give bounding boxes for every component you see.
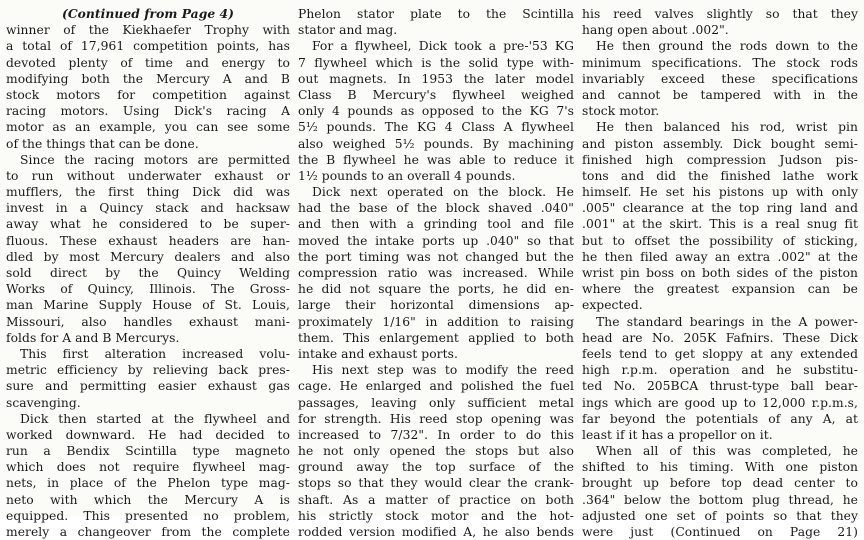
column3-line: where the greatest expansion can be	[582, 282, 858, 297]
column1-line: metric efficiency by relieving back pres-	[6, 363, 290, 378]
column1-line: motor as an example, you can see some	[6, 120, 290, 135]
column1-line: to run without underwater exhaust or	[6, 168, 290, 183]
column1-line: Since the racing motors are permitted	[20, 152, 290, 167]
column2-line: His next step was to modify the reed	[312, 363, 574, 378]
column3-line: and piston assembly. Dick bought semi-	[582, 136, 858, 151]
column3-line: high r.p.m. operation and he substitu-	[582, 363, 858, 378]
column2-line: for strength. His reed stop opening was	[298, 411, 574, 426]
column3-line: brought up before top dead center to	[582, 476, 858, 491]
column1-line: a total of 17,961 competition points, has	[6, 39, 290, 54]
column1-line: run a Bendix Scintilla type magneto	[6, 444, 290, 459]
column3-line: He then balanced his rod, wrist pin	[596, 120, 858, 135]
column2-line: 7 flywheel which is the solid type with-	[298, 55, 574, 70]
column1-line: modifying both the Mercury A and B	[6, 71, 290, 86]
column3-line: were just (Continued on Page 21)	[582, 525, 858, 539]
column3-line: invariably exceed these specifications	[582, 71, 858, 86]
column1-line: away what he considered to be super-	[6, 217, 290, 232]
column1-line: mufflers, the first thing Dick did was	[6, 185, 290, 200]
column2-line: only 4 pounds as opposed to the KG 7's	[298, 104, 574, 119]
column3-line: stock motor.	[582, 104, 660, 119]
column3-line: expected.	[582, 298, 643, 313]
column3-line: .005" clearance at the top ring land and	[582, 201, 858, 216]
column3-line: his reed valves slightly so that they	[582, 7, 858, 21]
column3-line: shifted to his timing. With one piston	[582, 460, 858, 475]
column3-line: .001" at the skirt. This is a real snug fit	[582, 217, 858, 232]
column3-line: ings which are good up to 12,000 r.p.m.s,	[582, 395, 858, 410]
column3-line: finished high compression Judson pis-	[582, 152, 858, 167]
column1-line: sure and permitting easier exhaust gas	[6, 379, 290, 394]
column2-line: 5½ pounds. The KG 4 Class A flywheel	[298, 120, 574, 135]
column2-line: rodded version modified A, he also bends	[298, 525, 574, 539]
column2-line: had the base of the block shaved .040"	[298, 201, 574, 216]
column3-line: When all of this was completed, he	[596, 444, 858, 459]
column2-line: For a flywheel, Dick took a pre-'53 KG	[312, 39, 574, 54]
column3-line: minimum specifications. The stock rods	[582, 55, 858, 70]
column3-line: ted No. 205BCA thrust-type ball bear-	[582, 379, 858, 394]
column2-line: and then with a grinding tool and file	[298, 217, 574, 232]
column1-line: racing motors. Using Dick's racing A	[6, 104, 290, 119]
column2-line: Class B Mercury's flywheel weighed	[298, 87, 574, 102]
column1-line: which does not require flywheel mag-	[6, 460, 290, 475]
column2-line: them. This enlargement applied to both	[298, 330, 574, 345]
column3-line: hang open about .002".	[582, 23, 729, 38]
column2-line: cage. He enlarged and polished the fuel	[298, 379, 574, 394]
column2-line: passages, leaving only sufficient metal	[298, 395, 574, 410]
column1-line: (Continued from Page 4)	[61, 6, 235, 21]
column1-line: worked downward. He had decided to	[6, 427, 290, 442]
column1-line: man Marine Supply House of St. Louis,	[6, 298, 290, 313]
column2-line: also weighed 5½ pounds. By machining	[298, 136, 574, 151]
column1-line: sold direct by the Quincy Welding	[6, 266, 290, 280]
column2-line: his strictly stock motor and the hot-	[298, 508, 574, 523]
column3-line: he then filed away an extra .002" at the	[582, 249, 858, 264]
column2-line: the port timing was not changed but the	[298, 249, 574, 264]
column3-line: feels tend to get sloppy at any extended	[582, 346, 858, 361]
column1-line: This first alteration increased volu-	[20, 346, 290, 361]
column2-line: 1½ pounds to an overall 4 pounds.	[298, 168, 516, 183]
column1-line: Works of Quincy, Illinois. The Gross-	[6, 282, 290, 297]
article-column-1	[6, 6, 290, 540]
column2-line: Dick next operated on the block. He	[312, 185, 574, 200]
column2-line: the B flywheel he was able to reduce it	[298, 152, 574, 167]
column1-line: dled by most Mercury dealers and also	[6, 249, 290, 264]
column1-line: Dick then started at the flywheel and	[20, 411, 290, 426]
column2-line: stops so that they would clear the crank-	[298, 476, 574, 491]
column1-line: neto with which the Mercury A is	[6, 492, 290, 507]
column3-line: head are No. 205K Fafnirs. These Dick	[582, 330, 858, 345]
column3-line: adjusted one set of points so that they	[582, 508, 858, 523]
column2-line: Phelon stator plate to the Scintilla	[298, 7, 574, 21]
column1-line: of the things that can be done.	[6, 136, 199, 151]
column3-line: and cannot be tampered with in the	[582, 87, 858, 102]
column3-line: far beyond the potentials of any A, at	[582, 411, 858, 426]
column1-line: devoted plenty of time and energy to	[6, 55, 290, 70]
column1-line: fluous. These exhaust headers are han-	[6, 233, 290, 248]
column2-line: he not only opened the stops but also	[298, 444, 574, 459]
article-column-2	[298, 6, 574, 540]
column2-line: shaft. As a matter of practice on both	[298, 492, 574, 507]
article-column-3	[582, 6, 858, 540]
column1-line: folds for A and B Mercurys.	[6, 330, 180, 345]
column1-line: winner of the Kiekhaefer Trophy with	[6, 23, 290, 38]
column1-line: equipped. This presented no problem,	[6, 508, 290, 523]
column2-line: compression ratio was increased. While	[298, 266, 574, 280]
column1-line: invest in a Quincy stack and hacksaw	[6, 201, 290, 216]
column3-line: but to offset the possibility of sticking,	[582, 233, 858, 248]
column3-line: The standard bearings in the A power-	[596, 314, 858, 329]
column3-line: .364" below the bottom plug thread, he	[582, 492, 858, 507]
column2-line: out magnets. In 1953 the later model	[298, 71, 574, 86]
column2-line: increased to 7/32". In order to do this	[298, 427, 574, 442]
column1-line: scavenging.	[6, 395, 81, 410]
column1-line: stock motors for competition against	[6, 87, 290, 102]
column3-line: wrist pin boss on both sides of the piston	[582, 266, 858, 280]
column1-line: nets, in place of the Phelon type mag-	[6, 476, 290, 491]
column3-line: tons and did the finished lathe work	[582, 168, 858, 183]
column3-line: himself. He set his pistons up with only	[582, 185, 858, 200]
column2-line: he did not square the ports, he did en-	[298, 282, 574, 297]
column2-line: proximately 1/16" in addition to raising	[298, 314, 574, 329]
column3-line: least if it has a propellor on it.	[582, 427, 773, 442]
column2-line: ground away the top surface of the	[298, 460, 574, 475]
column2-line: stator and mag.	[298, 23, 398, 38]
column3-line: He then ground the rods down to the	[596, 39, 858, 54]
column2-line: large their horizontal dimensions ap-	[298, 298, 574, 313]
column1-line: Missouri, also handles exhaust mani-	[6, 314, 290, 329]
column2-line: intake and exhaust ports.	[298, 346, 458, 361]
column2-line: moved the intake ports up .040" so that	[298, 233, 574, 248]
column1-line: merely a changeover from the complete	[6, 525, 290, 539]
